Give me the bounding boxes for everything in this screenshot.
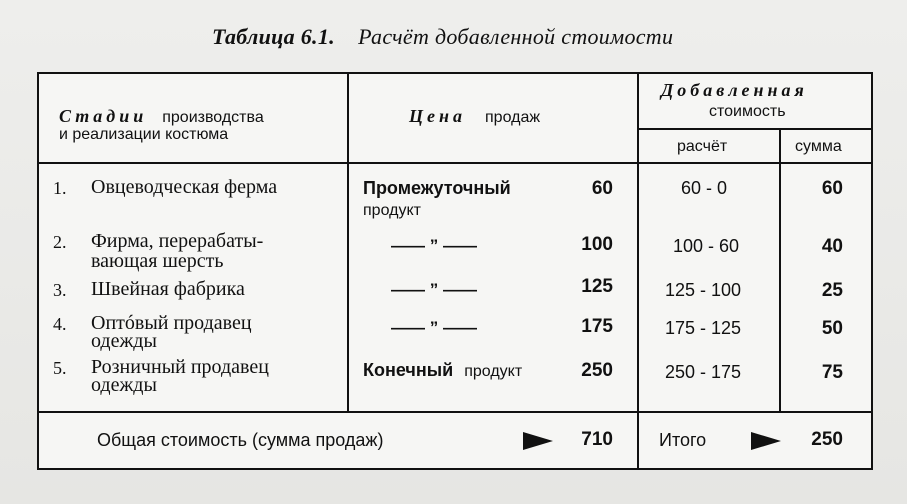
row-1-price-label: Промежуточный bbox=[363, 178, 511, 198]
total-arrow-wrap bbox=[523, 430, 553, 451]
row-5-sum: 75 bbox=[821, 362, 843, 383]
header-bottom-line bbox=[39, 162, 873, 164]
row-4-stage-line2: одежды bbox=[91, 330, 157, 352]
row-5-price-label-rest: продукт bbox=[464, 363, 523, 380]
row-4-number: 4. bbox=[53, 314, 67, 334]
header-sum: сумма bbox=[795, 138, 842, 155]
row-5-stage: Розничный продавец bbox=[91, 356, 269, 378]
row-2-calc: 100 - 60 bbox=[673, 236, 740, 256]
table-number: Таблица 6.1. bbox=[212, 24, 335, 49]
table-title bbox=[212, 24, 673, 50]
header-price bbox=[409, 106, 540, 127]
row-1-stage: Овцеводческая ферма bbox=[91, 176, 278, 198]
itogo-arrow-wrap bbox=[751, 430, 781, 451]
row-3-ditto-mark: —— ” —— bbox=[391, 280, 477, 299]
row-1-calc: 60 - 0 bbox=[681, 178, 728, 198]
header-price-word: Цена bbox=[409, 106, 466, 126]
itogo-label: Итого bbox=[659, 430, 707, 450]
header-stages-line2: и реализации костюма bbox=[59, 126, 229, 143]
row-5-stage-line2: одежды bbox=[91, 374, 157, 396]
row-3-stage: Швейная фабрика bbox=[91, 278, 245, 300]
row-3-price: 125 bbox=[581, 276, 613, 297]
row-1-price-label-2: продукт bbox=[363, 202, 421, 219]
row-3-calc: 125 - 100 bbox=[665, 280, 742, 300]
row-5-price-label bbox=[363, 360, 522, 381]
row-1-price: 60 bbox=[591, 178, 613, 199]
row-2-number: 2. bbox=[53, 232, 67, 252]
header-stages-word: Стадии bbox=[59, 106, 148, 126]
row-5-calc: 250 - 175 bbox=[665, 362, 742, 382]
arrow-right-icon bbox=[523, 432, 553, 450]
row-2-price: 100 bbox=[581, 234, 613, 255]
header-added-value-line2: стоимость bbox=[709, 103, 786, 120]
header-added-value: Добавленная bbox=[661, 80, 808, 100]
row-2-stage-line2: вающая шерсть bbox=[91, 250, 224, 272]
row-2-ditto-mark: —— ” —— bbox=[391, 236, 477, 255]
row-1-sum: 60 bbox=[821, 178, 843, 199]
total-value: 710 bbox=[581, 429, 613, 450]
row-3-number: 3. bbox=[53, 280, 67, 300]
total-label: Общая стоимость (сумма продаж) bbox=[97, 430, 384, 450]
row-4-calc: 175 - 125 bbox=[665, 318, 742, 338]
header-stages-rest: производства bbox=[162, 109, 264, 126]
header-price-rest: продаж bbox=[485, 109, 541, 126]
column-divider-3 bbox=[779, 130, 781, 412]
header-stages bbox=[59, 106, 264, 127]
row-4-sum: 50 bbox=[821, 318, 843, 339]
row-4-stage: Оптóвый продавец bbox=[91, 312, 252, 334]
row-2-stage: Фирма, перерабаты- bbox=[91, 230, 264, 252]
header-subline bbox=[639, 128, 873, 130]
row-5-price: 250 bbox=[581, 360, 613, 381]
row-5-number: 5. bbox=[53, 358, 67, 378]
body-bottom-line bbox=[39, 411, 873, 413]
table-caption: Расчёт добавленной стоимости bbox=[358, 24, 674, 49]
itogo-value: 250 bbox=[811, 429, 843, 450]
row-4-ditto-mark: —— ” —— bbox=[391, 318, 477, 337]
row-5-price-label-bold: Конечный bbox=[363, 360, 454, 380]
row-4-price: 175 bbox=[581, 316, 613, 337]
row-2-sum: 40 bbox=[821, 236, 843, 257]
value-added-table bbox=[37, 72, 873, 470]
row-3-sum: 25 bbox=[821, 280, 843, 301]
header-calc: расчёт bbox=[677, 138, 728, 155]
column-divider-1 bbox=[347, 74, 349, 412]
row-1-number: 1. bbox=[53, 178, 67, 198]
arrow-right-icon bbox=[751, 432, 781, 450]
